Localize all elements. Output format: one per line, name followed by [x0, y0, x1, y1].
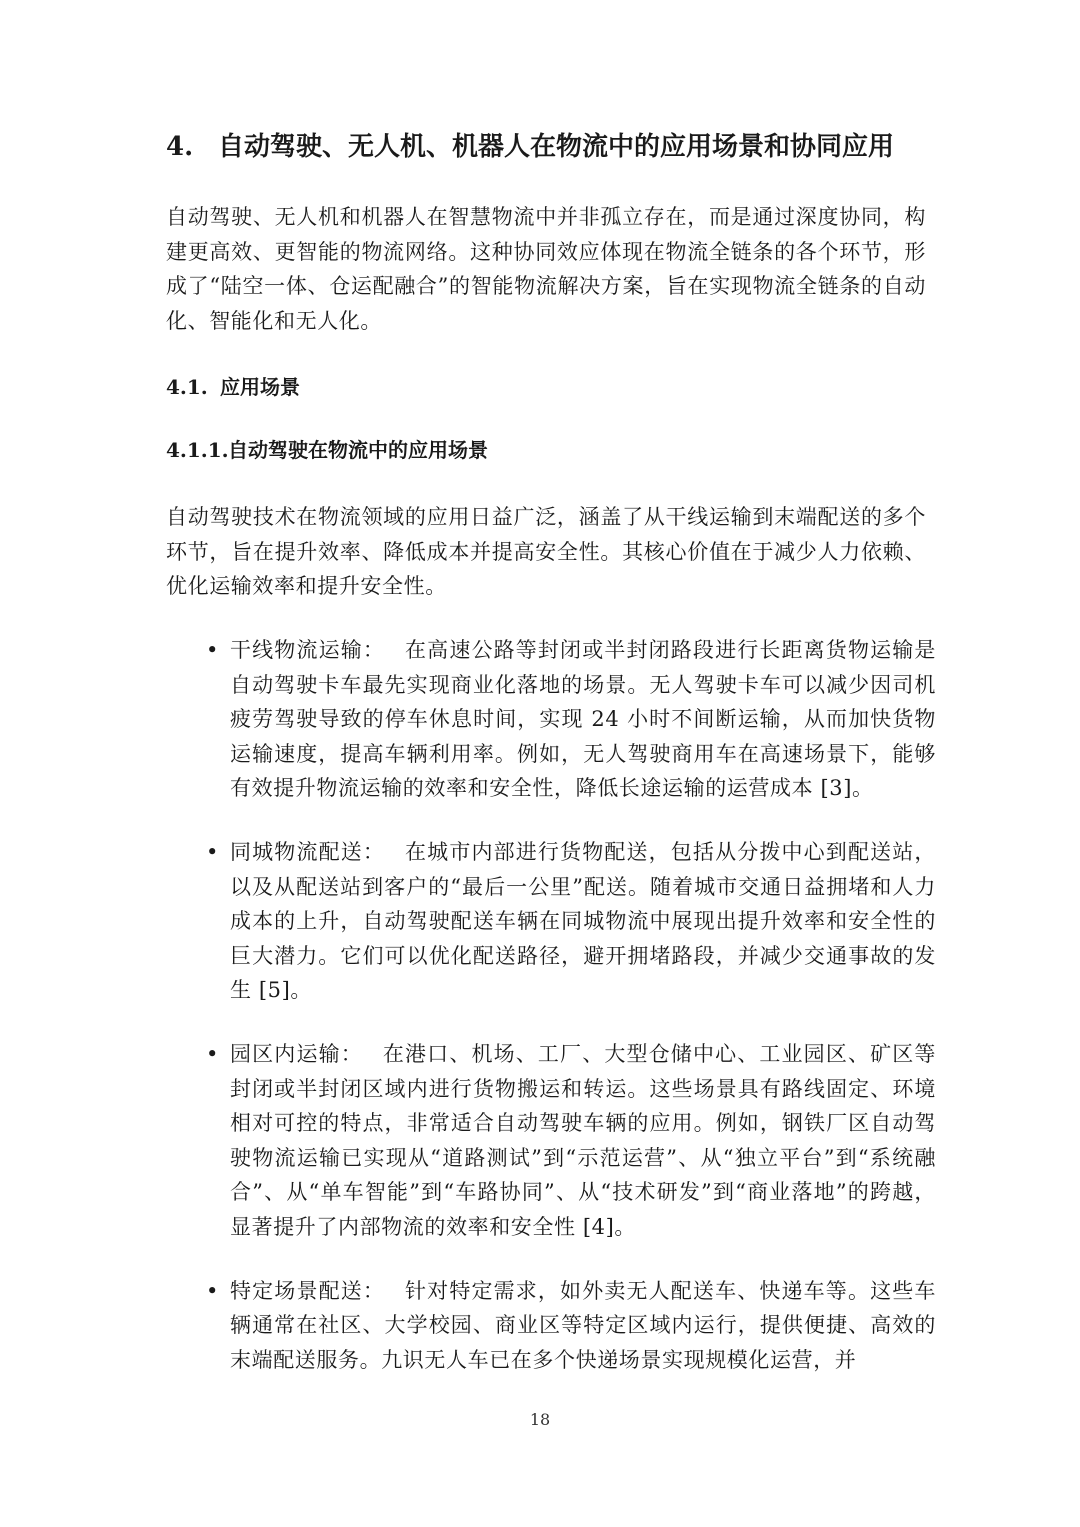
bullet-icon: •	[206, 839, 219, 864]
subsection-title: 自动驾驶在物流中的应用场景	[228, 438, 488, 462]
list-item-text: 在港口、机场、工厂、大型仓储中心、工业园区、矿区等封闭或半封闭区域内进行货物搬运和转运。这些场景具有路线固定、环境相对可控的特点，非常适合自动驾驶车辆的应用。例如，钢铁厂区自动驾驶物流运输已实现从“道路测试”到“示范运营”、从“独立平台”到“系统融合”、从“单车智能”到“车路协同”、从“技术研发”到“商业落地”的跨越，显著提升了内部物流的效率和安全性 [4]。	[230, 1041, 937, 1239]
intro-paragraph: 自动驾驶、无人机和机器人在智慧物流中并非孤立存在，而是通过深度协同，构建更高效、更智能的物流网络。这种协同效应体现在物流全链条的各个环节，形成了“陆空一体、仓运配融合”的智能物流解决方案，旨在实现物流全链条的自动化、智能化和无人化。	[166, 205, 926, 333]
list-item	[166, 633, 936, 806]
list-item-term: 特定场景配送：	[230, 1278, 386, 1303]
list-item-text: 在高速公路等封闭或半封闭路段进行长距离货物运输是自动驾驶卡车最先实现商业化落地的场景。无人驾驶卡车可以减少因司机疲劳驾驶导致的停车休息时间，实现 24 小时不间断运输，从而加快货物运输速度，提高车辆利用率。例如，无人驾驶商用车在高速场景下，能够有效提升物流运输的效率和安全性，降低长途运输的运营成本 [3]。	[230, 638, 936, 801]
bullet-icon: •	[206, 1041, 219, 1066]
scenario-list	[166, 633, 936, 1406]
list-item-term: 同城物流配送：	[230, 839, 386, 864]
section-title: 应用场景	[220, 375, 300, 399]
page-number: 18	[529, 1410, 551, 1429]
list-item	[166, 1037, 936, 1245]
subsection-number: 4.1.1.	[166, 438, 229, 462]
section-heading	[166, 372, 300, 402]
list-item	[166, 835, 936, 1008]
list-item-text: 在城市内部进行货物配送，包括从分拨中心到配送站，以及从配送站到客户的“最后一公里”配送。随着城市交通日益拥堵和人力成本的上升，自动驾驶配送车辆在同城物流中展现出提升效率和安全性的巨大潜力。它们可以优化配送路径，避开拥堵路段，并减少交通事故的发生 [5]。	[230, 839, 936, 1003]
list-item-term: 园区内运输：	[230, 1041, 363, 1066]
list-item-text: 针对特定需求，如外卖无人配送车、快递车等。这些车辆通常在社区、大学校园、商业区等特定区域内运行，提供便捷、高效的末端配送服务。九识无人车已在多个快递场景实现规模化运营，并	[230, 1278, 936, 1372]
subsection-heading	[166, 435, 488, 465]
chapter-heading	[166, 128, 1026, 166]
chapter-number: 4.	[166, 132, 194, 162]
bullet-icon: •	[206, 1278, 219, 1303]
list-item-term: 干线物流运输：	[230, 638, 386, 662]
section-number: 4.1.	[166, 375, 208, 399]
subsection-intro-paragraph: 自动驾驶技术在物流领域的应用日益广泛，涵盖了从干线运输到末端配送的多个环节，旨在提升效率、降低成本并提高安全性。其核心价值在于减少人力依赖、优化运输效率和提升安全性。	[166, 505, 926, 598]
bullet-icon: •	[206, 638, 219, 662]
list-item	[166, 1274, 936, 1378]
chapter-title: 自动驾驶、无人机、机器人在物流中的应用场景和协同应用	[218, 132, 895, 162]
